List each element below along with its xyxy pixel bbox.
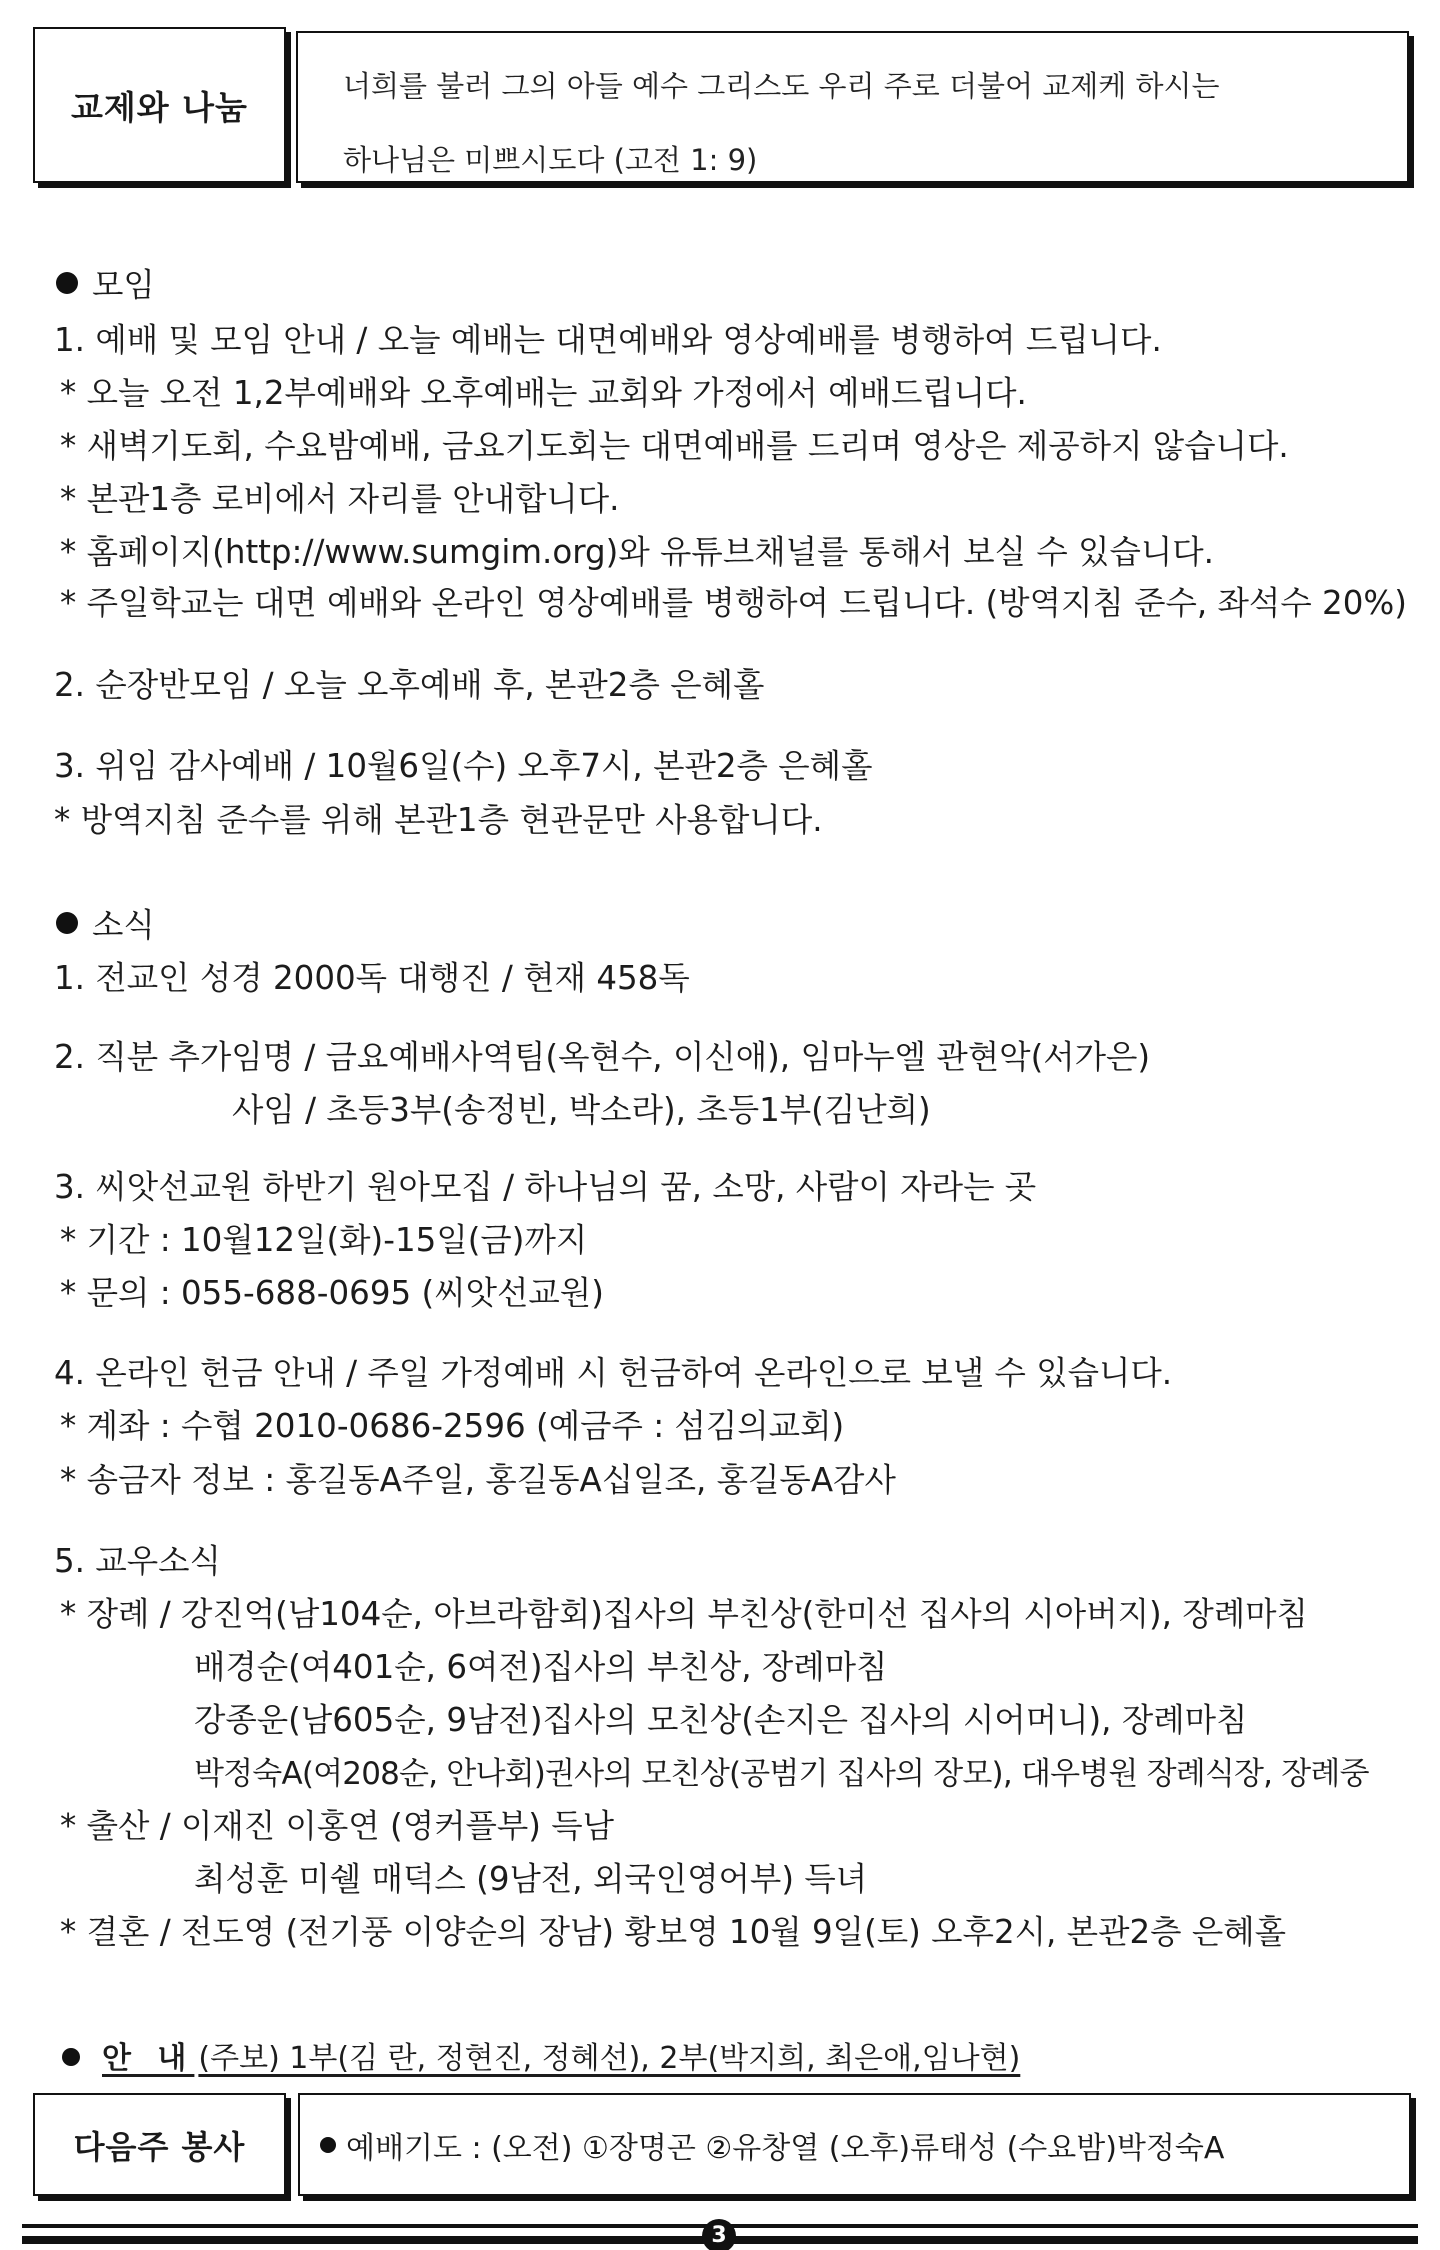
- meeting-item-1-sub: * 오늘 오전 1,2부예배와 오후예배는 교회와 가정에서 예배드립니다.: [60, 374, 1027, 412]
- news-wedding: * 결혼 / 전도영 (전기풍 이양순의 장남) 황보영 10월 9일(토) 오후2시, 본관2층 은혜홀: [60, 1913, 1287, 1951]
- news-item-4: 4. 온라인 헌금 안내 / 주일 가정예배 시 헌금하여 온라인으로 보낼 수 있습니다.: [54, 1354, 1173, 1392]
- next-week-title-box: [33, 2093, 286, 2196]
- news-funeral: * 장례 / 강진억(남104순, 아브라함회)집사의 부친상(한미선 집사의 시아버지), 장례마침: [60, 1595, 1308, 1633]
- news-item-3-sub: * 기간 : 10월12일(화)-15일(금)까지: [60, 1221, 588, 1259]
- news-item-2-sub: 사임 / 초등3부(송정빈, 박소라), 초등1부(김난희): [232, 1091, 931, 1129]
- bullet-icon: [56, 272, 78, 294]
- next-week-box: [298, 2093, 1411, 2196]
- section-title: 교제와 나눔: [71, 87, 248, 127]
- news-item-4-sub: * 송금자 정보 : 홍길동A주일, 홍길동A십일조, 홍길동A감사: [60, 1461, 896, 1499]
- news-item-3: 3. 씨앗선교원 하반기 원아모집 / 하나님의 꿈, 소망, 사람이 자라는 곳: [54, 1168, 1037, 1206]
- notice-label: 안 내: [102, 2041, 195, 2076]
- bullet-icon: [62, 2048, 80, 2066]
- news-item-3-sub: * 문의 : 055-688-0695 (씨앗선교원): [60, 1274, 604, 1312]
- verse-line-2: 하나님은 미쁘시도다 (고전 1: 9): [343, 143, 758, 177]
- meeting-item-2: 2. 순장반모임 / 오늘 오후예배 후, 본관2층 은혜홀: [54, 666, 765, 704]
- bible-verse-box: [296, 31, 1409, 183]
- news-funeral-item: 박정숙A(여208순, 안나회)권사의 모친상(공범기 집사의 장모), 대우병원 장례식장, 장례중: [194, 1756, 1369, 1792]
- bullet-icon: [56, 912, 78, 934]
- news-birth-item: 최성훈 미쉘 매덕스 (9남전, 외국인영어부) 득녀: [194, 1860, 868, 1898]
- news-funeral-item: 배경순(여401순, 6여전)집사의 부친상, 장례마침: [194, 1648, 888, 1686]
- notice-line: [62, 2033, 1020, 2077]
- meeting-item-1: 1. 예배 및 모임 안내 / 오늘 예배는 대면예배와 영상예배를 병행하여 드립니다.: [54, 321, 1162, 359]
- bullet-icon: [320, 2137, 336, 2153]
- meeting-item-1-sub: * 본관1층 로비에서 자리를 안내합니다.: [60, 480, 620, 518]
- meeting-item-3-sub: * 방역지침 준수를 위해 본관1층 현관문만 사용합니다.: [54, 801, 823, 839]
- bible-verse: [298, 33, 1407, 197]
- news-birth: * 출산 / 이재진 이홍연 (영커플부) 득남: [60, 1807, 615, 1845]
- next-week-item: [300, 2095, 1409, 2194]
- next-week-text: 예배기도 : (오전) ①장명곤 ②유창열 (오후)류태성 (수요밤)박정숙A: [346, 2130, 1225, 2166]
- meeting-item-1-sub: * 주일학교는 대면 예배와 온라인 영상예배를 병행하여 드립니다. (방역지침 준수, 좌석수 20%): [60, 584, 1407, 622]
- news-item-2: 2. 직분 추가임명 / 금요예배사역팀(옥현수, 이신애), 임마누엘 관현악(서가은): [54, 1038, 1151, 1076]
- next-week-title: 다음주 봉사: [73, 2127, 246, 2166]
- notice-text: (주보) 1부(김 란, 정현진, 정혜선), 2부(박지희, 최은애,임나현): [198, 2041, 1021, 2076]
- verse-line-1: 너희를 불러 그의 아들 예수 그리스도 우리 주로 더불어 교제케 하시는: [343, 69, 1220, 103]
- news-item-1: 1. 전교인 성경 2000독 대행진 / 현재 458독: [54, 959, 690, 997]
- section-title-box: [33, 27, 286, 183]
- meeting-item-1-sub: * 홈페이지(http://www.sumgim.org)와 유튜브채널를 통해서 보실 수 있습니다.: [60, 533, 1215, 571]
- meeting-item-1-sub: * 새벽기도회, 수요밤예배, 금요기도회는 대면예배를 드리며 영상은 제공하지 않습니다.: [60, 427, 1289, 465]
- meeting-item-3: 3. 위임 감사예배 / 10월6일(수) 오후7시, 본관2층 은혜홀: [54, 747, 873, 785]
- news-item-5: 5. 교우소식: [54, 1542, 221, 1580]
- page-number-badge: 3: [702, 2219, 736, 2250]
- news-item-4-sub: * 계좌 : 수협 2010-0686-2596 (예금주 : 섬김의교회): [60, 1407, 845, 1445]
- meeting-heading: 모임: [56, 260, 155, 306]
- news-funeral-item: 강종운(남605순, 9남전)집사의 모친상(손지은 집사의 시어머니), 장례마침: [194, 1701, 1248, 1739]
- news-heading: 소식: [56, 900, 155, 946]
